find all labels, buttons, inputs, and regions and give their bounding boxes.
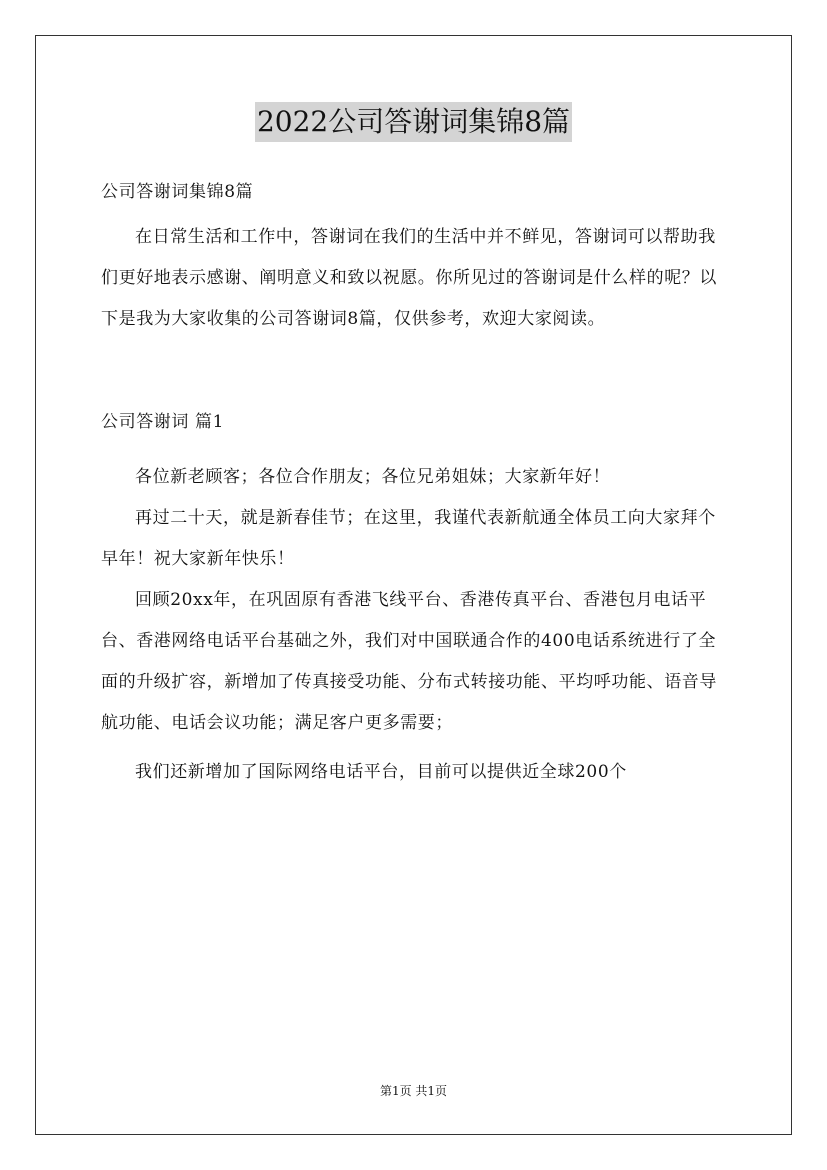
document-title-text: 2022公司答谢词集锦8篇 bbox=[255, 102, 572, 142]
page-number-footer: 第1页 共1页 bbox=[379, 1084, 448, 1098]
body-paragraph: 再过二十天，就是新春佳节；在这里，我谨代表新航通全体员工向大家拜个早年！祝大家新年快乐！ bbox=[101, 508, 716, 569]
document-body bbox=[101, 172, 727, 793]
body-paragraph: 我们还新增加了国际网络电话平台，目前可以提供近全球200个 bbox=[135, 762, 627, 782]
body-paragraph: 回顾20xx年，在巩固原有香港飞线平台、香港传真平台、香港包月电话平台、香港网络电话平台基础之外，我们对中国联通合作的400电话系统进行了全面的升级扩容，新增加了传真接受功能、分布式转接功能、平均呼功能、语音导航功能、电话会议功能；满足客户更多需要； bbox=[101, 590, 717, 733]
section-heading: 公司答谢词 篇1 bbox=[101, 412, 225, 432]
body-paragraph: 各位新老顾客；各位合作朋友；各位兄弟姐妹；大家新年好！ bbox=[135, 467, 611, 487]
document-subtitle: 公司答谢词集锦8篇 bbox=[101, 182, 254, 202]
intro-paragraph: 在日常生活和工作中，答谢词在我们的生活中并不鲜见，答谢词可以帮助我们更好地表示感谢、阐明意义和致以祝愿。你所见过的答谢词是什么样的呢？以下是我为大家收集的公司答谢词8篇，仅供参考，欢迎大家阅读。 bbox=[101, 227, 717, 329]
document-title bbox=[0, 102, 827, 142]
